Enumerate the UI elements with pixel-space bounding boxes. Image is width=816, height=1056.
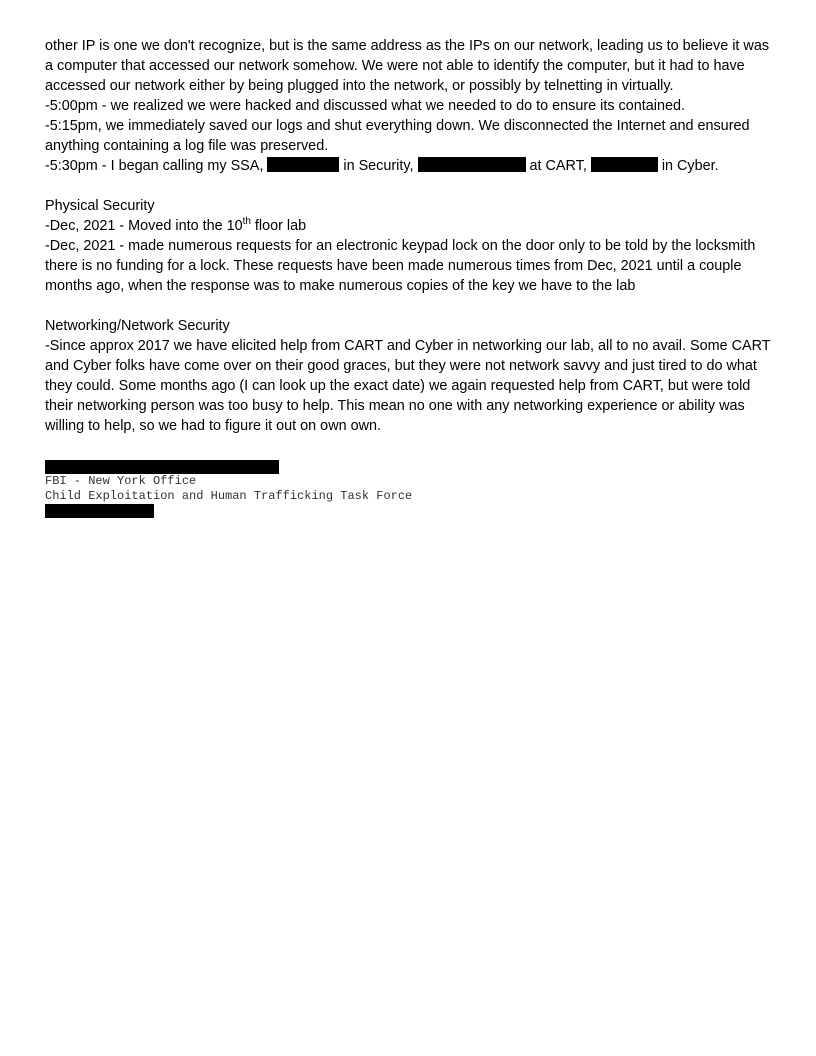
document-body — [45, 36, 775, 436]
signature-block — [45, 460, 412, 518]
physical-security-item-2: -Dec, 2021 - made numerous requests for an electronic keypad lock on the door only to be told by the locksmith there is no funding for a lock. These requests have been made numerous times from Dec, 2021 until a couple months ago, when the response was to make numerous copies of the key we have to the lab — [45, 238, 756, 294]
item1-text: -Dec, 2021 - Moved into the 10 — [45, 218, 243, 234]
intro-paragraph: other IP is one we don't recognize, but is the same address as the IPs on our network, leading us to believe it was a computer that accessed our network somehow. We were not able to identify the computer, but it had to have accessed our network either by being plugged into the network, or possibly by telnetting in virtually. — [45, 38, 770, 94]
redaction-security-name — [418, 157, 526, 172]
redaction-ssa-name — [267, 157, 339, 172]
paragraph-gap — [45, 296, 775, 316]
entry-530-text-3: at CART, — [529, 158, 587, 174]
physical-security-heading: Physical Security — [45, 198, 155, 214]
timeline-entry-500pm: -5:00pm - we realized we were hacked and discussed what we needed to do to ensure its contained. — [45, 98, 685, 114]
item1-superscript: th — [242, 216, 251, 227]
signature-unit: Child Exploitation and Human Trafficking Task Force — [45, 489, 413, 503]
timeline-entry-530pm — [45, 156, 775, 176]
entry-530-text-1: -5:30pm - I began calling my SSA, — [45, 158, 264, 174]
network-security-heading: Networking/Network Security — [45, 318, 230, 334]
redaction-signature-contact — [45, 504, 154, 518]
timeline-entry-515pm: -5:15pm, we immediately saved our logs and shut everything down. We disconnected the Internet and ensured anything containing a log file was preserved. — [45, 118, 750, 154]
signature-office: FBI - New York Office — [45, 474, 197, 488]
item1-text-after: floor lab — [250, 218, 307, 234]
network-security-item-1: -Since approx 2017 we have elicited help from CART and Cyber in networking our lab, all to no avail. Some CART and Cyber folks have come over on their good graces, but they were not network savvy and just tired to do what they could. Some months ago (I can look up the exact date) we again requested help from CART, but were told their networking person was too busy to help. This mean no one with any networking experience or ability was willing to help, so we had to figure it out on own own. — [45, 338, 771, 434]
paragraph-gap — [45, 176, 775, 196]
redaction-signature-name — [45, 460, 279, 474]
redaction-cart-name — [591, 157, 658, 172]
entry-530-text-2: in Security, — [343, 158, 414, 174]
entry-530-text-4: in Cyber. — [661, 158, 719, 174]
physical-security-item-1 — [45, 216, 775, 236]
